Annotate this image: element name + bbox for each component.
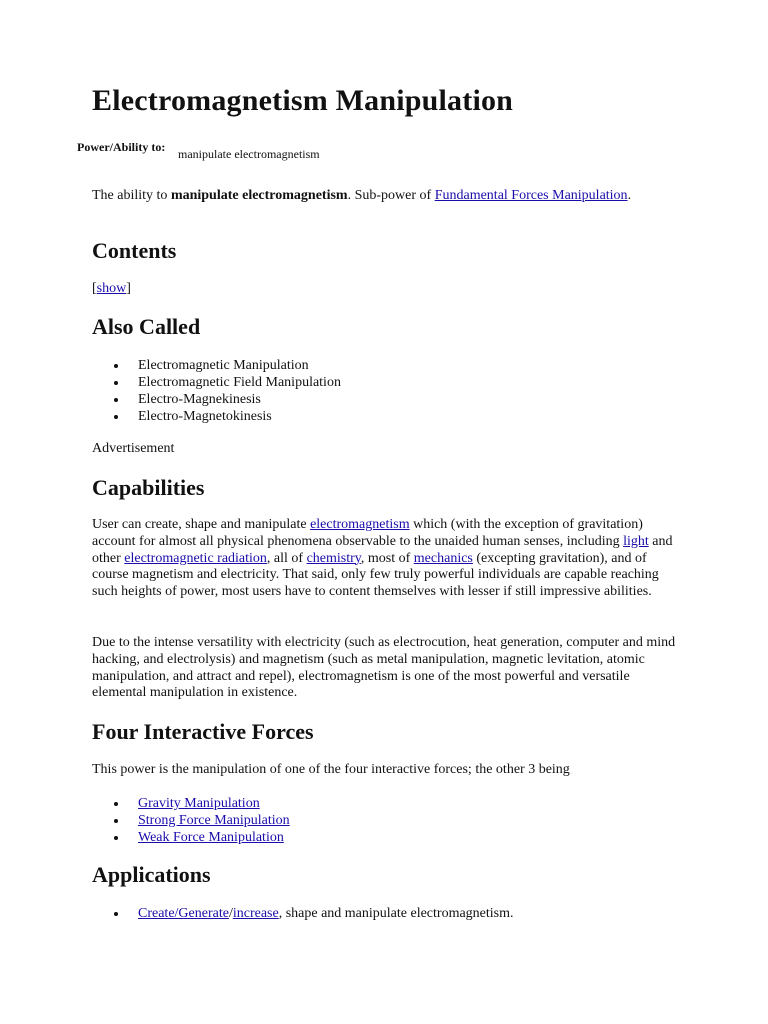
create-generate-link[interactable]: Create/Generate <box>138 906 229 921</box>
text-span: , all of <box>266 550 307 566</box>
power-ability-label: Power/Ability to: <box>77 140 166 154</box>
bullet-icon <box>114 398 118 402</box>
increase-link[interactable]: increase <box>232 906 279 921</box>
list-item <box>92 905 514 922</box>
intro-prefix: The ability to <box>92 188 171 203</box>
bracket-close: ] <box>126 281 131 296</box>
four-forces-heading: Four Interactive Forces <box>92 719 314 744</box>
list-item <box>92 391 341 408</box>
text-span: and other <box>92 533 673 566</box>
list-item-label: Electromagnetic Field Manipulation <box>138 375 341 390</box>
bullet-icon <box>114 802 118 806</box>
contents-toggle <box>92 281 131 298</box>
capabilities-heading: Capabilities <box>92 475 205 500</box>
mechanics-link[interactable]: mechanics <box>413 550 473 566</box>
page-title: Electromagnetism Manipulation <box>92 84 514 117</box>
bullet-icon <box>114 364 118 368</box>
advertisement-label: Advertisement <box>92 441 175 456</box>
electromagnetism-link[interactable]: electromagnetism <box>310 517 410 532</box>
text-span: (excepting gravitation), and of course magnetism and electricity. That said, only few truly powerful individuals are capable reaching such heights of power, most users have to content themselves with lesser if still impressive abilities. <box>92 550 659 600</box>
bullet-icon <box>114 415 118 419</box>
list-item-label: Electromagnetic Manipulation <box>138 358 309 373</box>
list-item-label: Electro-Magnetokinesis <box>138 409 272 424</box>
list-item <box>92 795 290 812</box>
bullet-icon <box>114 836 118 840</box>
bracket-open: [ <box>92 281 97 296</box>
contents-heading: Contents <box>92 238 177 263</box>
capabilities-paragraph-1 <box>92 517 682 601</box>
also-called-heading: Also Called <box>92 314 201 339</box>
list-item <box>92 812 290 829</box>
intro-middle: . Sub-power of <box>347 188 435 203</box>
list-item <box>92 408 341 425</box>
light-link[interactable]: light <box>623 533 649 549</box>
four-forces-text: This power is the manipulation of one of the four interactive forces; the other 3 being <box>92 762 570 777</box>
electromagnetic-radiation-link[interactable]: electromagnetic radiation <box>124 550 267 566</box>
intro-paragraph <box>92 188 682 205</box>
power-ability-value: manipulate electromagnetism <box>178 147 320 161</box>
bullet-icon <box>114 912 118 916</box>
separator: / <box>228 906 233 921</box>
list-item <box>92 374 341 391</box>
applications-list <box>92 905 514 922</box>
show-contents-link[interactable]: show <box>96 281 127 296</box>
weak-force-manipulation-link[interactable]: Weak Force Manipulation <box>138 830 284 845</box>
four-forces-list <box>92 795 290 846</box>
strong-force-manipulation-link[interactable]: Strong Force Manipulation <box>138 813 290 828</box>
applications-heading: Applications <box>92 862 211 887</box>
text-span: , most of <box>360 550 414 566</box>
bullet-icon <box>114 381 118 385</box>
list-item-label: Electro-Magnekinesis <box>138 392 261 407</box>
list-item <box>92 357 341 374</box>
intro-suffix: . <box>627 188 632 203</box>
fundamental-forces-link[interactable]: Fundamental Forces Manipulation <box>434 188 628 203</box>
text-span: which (with the exception of gravitation) account for almost all physical phenomena observable to the unaided human senses, including <box>92 517 643 549</box>
gravity-manipulation-link[interactable]: Gravity Manipulation <box>138 796 260 811</box>
capabilities-paragraph-2: Due to the intense versatility with electricity (such as electrocution, heat generation, computer and mind hacking, and electrolysis) and magnetism (such as metal manipulation, magnetic levitation, atomic manipulation, and attract and repel), electromagnetism is one of the most powerful and versatile elemental manipulation in existence. <box>92 635 676 701</box>
list-item-label: , shape and manipulate electromagnetism. <box>278 906 514 921</box>
text-span: User can create, shape and manipulate <box>92 517 311 532</box>
list-item <box>92 829 290 846</box>
intro-bold: manipulate electromagnetism <box>170 188 348 203</box>
also-called-list <box>92 357 341 425</box>
chemistry-link[interactable]: chemistry <box>306 550 361 566</box>
bullet-icon <box>114 819 118 823</box>
